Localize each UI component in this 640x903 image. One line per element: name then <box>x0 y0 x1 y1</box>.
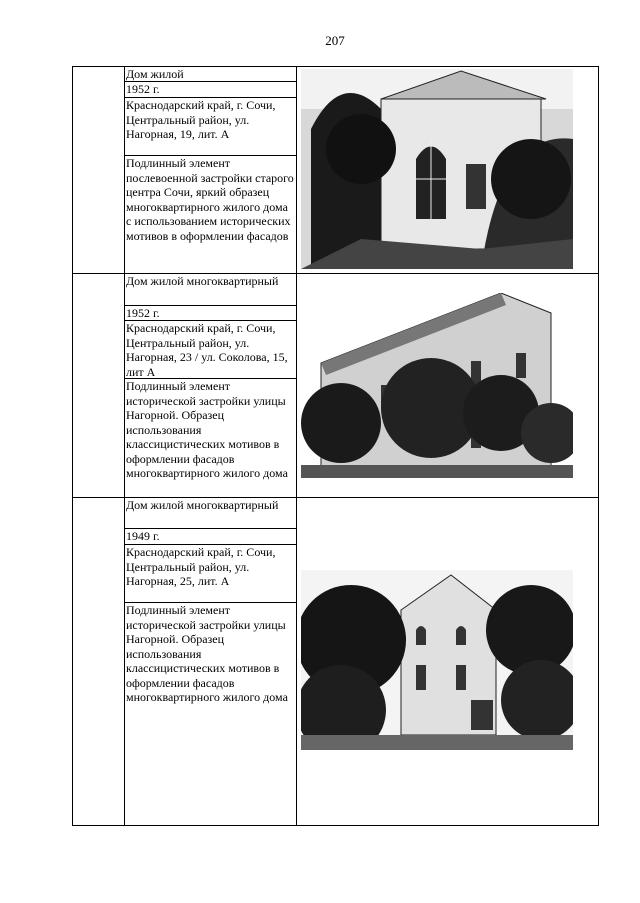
column-divider <box>124 67 125 825</box>
heritage-table <box>72 66 599 826</box>
building-photo <box>301 69 573 269</box>
object-type: Дом жилой многоквартирный <box>126 498 279 512</box>
column-divider <box>296 67 297 825</box>
object-year: 1949 г. <box>126 529 160 543</box>
object-address: Краснодарский край, г. Сочи, Центральный район, ул. Нагорная, 25, лит. А <box>126 545 276 588</box>
page-number: 207 <box>325 33 345 48</box>
object-description: Подлинный элемент послевоенной застройки старого центра Сочи, яркий образец многоквартирного жилого дома с использованием исторических мотивов в оформлении фасадов <box>126 156 294 243</box>
object-year: 1952 г. <box>126 306 160 320</box>
object-description: Подлинный элемент исторической застройки улицы Нагорной. Образец использования классицистических мотивов в оформлении фасадов многоквартирного жилого дома <box>126 603 288 704</box>
object-address: Краснодарский край, г. Сочи, Центральный район, ул. Нагорная, 19, лит. А <box>126 98 276 141</box>
building-photo <box>301 293 573 478</box>
object-type: Дом жилой <box>126 67 184 81</box>
object-description: Подлинный элемент исторической застройки улицы Нагорной. Образец использования классицистических мотивов в оформлении фасадов многоквартирного жилого дома <box>126 379 288 480</box>
object-address: Краснодарский край, г. Сочи, Центральный район, ул. Нагорная, 23 / ул. Соколова, 15, лит А <box>126 321 288 379</box>
building-photo <box>301 570 573 750</box>
object-year: 1952 г. <box>126 82 160 96</box>
object-type: Дом жилой многоквартирный <box>126 274 279 288</box>
